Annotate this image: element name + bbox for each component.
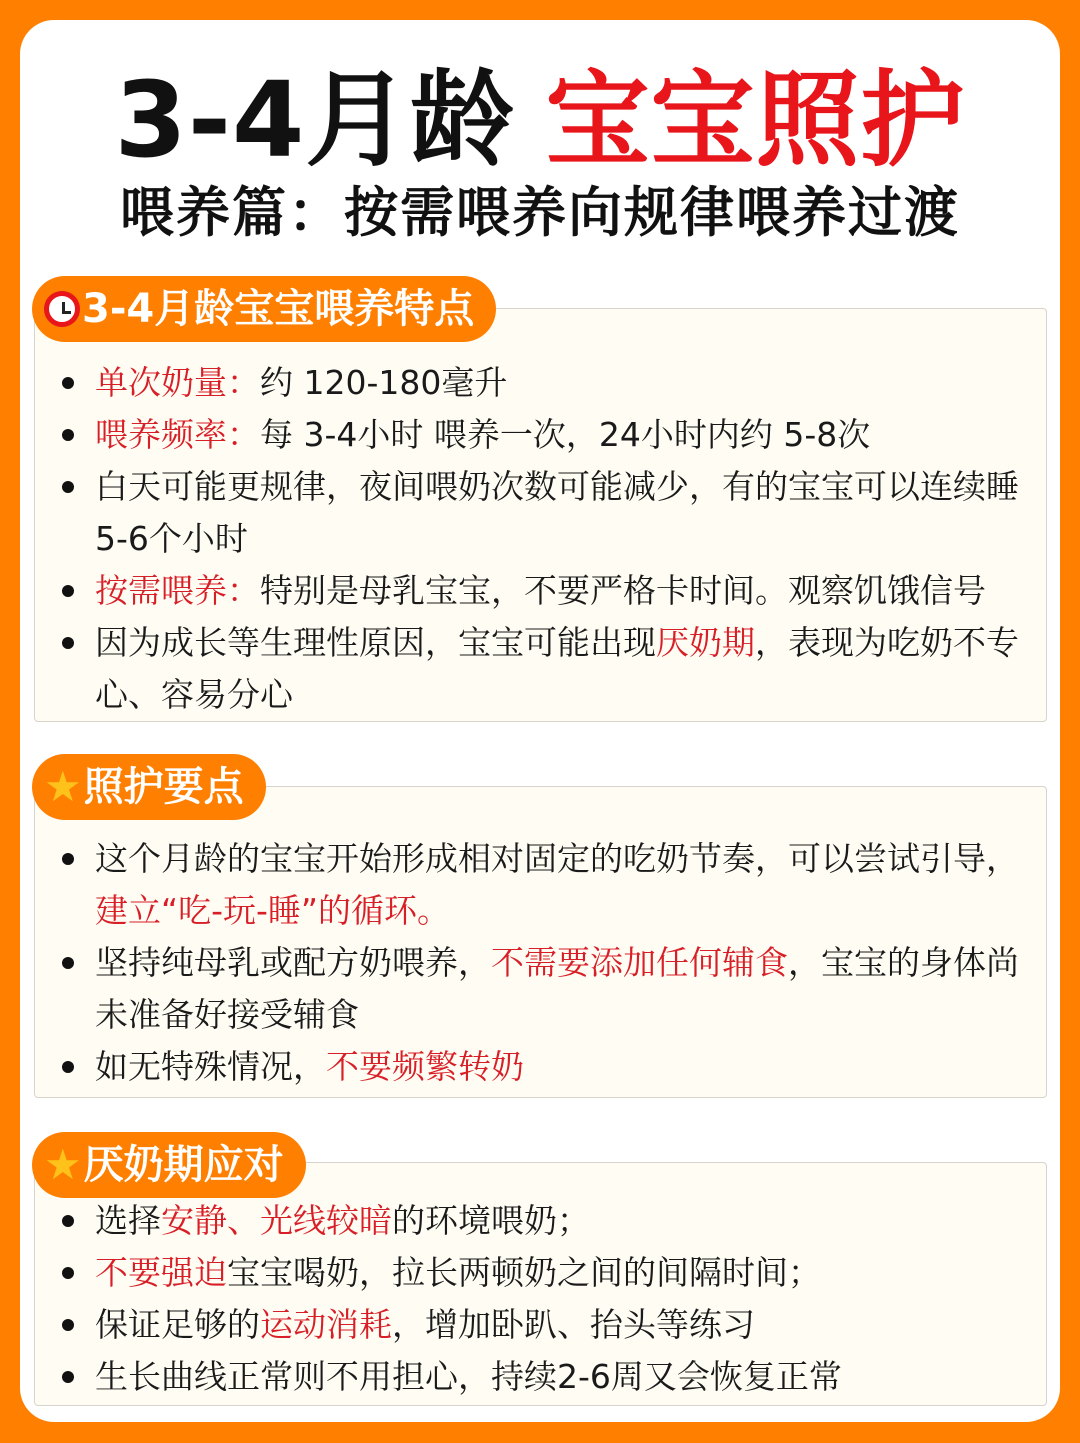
feeding-features-list xyxy=(35,357,1046,721)
list-item xyxy=(35,1041,1046,1093)
list-item xyxy=(35,1299,1046,1351)
item-text-cont: 未准备好接受辅食 xyxy=(95,995,359,1034)
list-item xyxy=(35,461,1046,565)
section-header-milk-aversion xyxy=(32,1132,306,1198)
item-text: 因为成长等生理性原因，宝宝可能出现 xyxy=(95,623,656,662)
page-title xyxy=(20,60,1060,180)
item-highlight: 不需要添加任何辅食 xyxy=(491,943,788,982)
item-highlight: 安静、光线较暗 xyxy=(161,1201,392,1240)
item-text: ，表现为吃奶不专 xyxy=(755,623,1019,662)
item-highlight: 厌奶期 xyxy=(656,623,755,662)
item-text: 的环境喂奶； xyxy=(392,1201,590,1240)
item-text: ，增加卧趴、抬头等练习 xyxy=(392,1305,755,1344)
star-icon: ★ xyxy=(44,1140,82,1189)
section-milk-aversion xyxy=(34,1162,1047,1406)
item-text: 约 120-180毫升 xyxy=(260,363,508,402)
list-item xyxy=(35,833,1046,937)
item-highlight: 不要频繁转奶 xyxy=(326,1047,524,1086)
item-text: 如无特殊情况， xyxy=(95,1047,326,1086)
item-text: 特别是母乳宝宝，不要严格卡时间。观察饥饿信号 xyxy=(260,571,986,610)
item-text: 宝宝喝奶，拉长两顿奶之间的间隔时间； xyxy=(227,1253,821,1292)
item-text-cont: 心、容易分心 xyxy=(95,675,293,714)
list-item xyxy=(35,357,1046,409)
care-points-list xyxy=(35,833,1046,1093)
star-icon: ★ xyxy=(44,762,82,811)
item-text: 生长曲线正常则不用担心，持续2-6周又会恢复正常 xyxy=(95,1357,842,1396)
item-label: 单次奶量： xyxy=(95,363,260,402)
list-item xyxy=(35,1351,1046,1403)
item-highlight: 建立“吃-玩-睡”的循环。 xyxy=(95,891,451,930)
section-header-feeding-features xyxy=(32,276,496,342)
section-care-points xyxy=(34,786,1047,1098)
item-text: 坚持纯母乳或配方奶喂养， xyxy=(95,943,491,982)
poster-card xyxy=(20,20,1060,1422)
section-title: 照护要点 xyxy=(83,764,244,810)
section-header-care-points xyxy=(32,754,266,820)
item-label: 按需喂养： xyxy=(95,571,260,610)
section-title: 厌奶期应对 xyxy=(83,1142,284,1188)
alarm-clock-icon xyxy=(44,291,80,327)
list-item xyxy=(35,409,1046,461)
list-item xyxy=(35,937,1046,1041)
item-text: 这个月龄的宝宝开始形成相对固定的吃奶节奏，可以尝试引导， xyxy=(95,839,1019,878)
item-text: 白天可能更规律，夜间喂奶次数可能减少，有的宝宝可以连续睡 xyxy=(95,467,1019,506)
item-label: 喂养频率： xyxy=(95,415,260,454)
title-age: 3-4月龄 xyxy=(114,59,516,181)
item-text: 保证足够的 xyxy=(95,1305,260,1344)
item-text: 选择 xyxy=(95,1201,161,1240)
item-text-cont: 5-6个小时 xyxy=(95,519,248,558)
title-topic: 宝宝照护 xyxy=(545,59,966,181)
item-highlight: 不要强迫 xyxy=(95,1253,227,1292)
item-text: 每 3-4小时 喂养一次，24小时内约 5-8次 xyxy=(260,415,871,454)
section-feeding-features xyxy=(34,308,1047,722)
page-subtitle: 喂养篇：按需喂养向规律喂养过渡 xyxy=(120,181,960,244)
list-item xyxy=(35,1195,1046,1247)
item-highlight: 运动消耗 xyxy=(260,1305,392,1344)
list-item xyxy=(35,617,1046,721)
milk-aversion-list xyxy=(35,1195,1046,1403)
list-item xyxy=(35,565,1046,617)
section-title: 3-4月龄宝宝喂养特点 xyxy=(82,286,475,332)
list-item xyxy=(35,1247,1046,1299)
item-text: ，宝宝的身体尚 xyxy=(788,943,1019,982)
